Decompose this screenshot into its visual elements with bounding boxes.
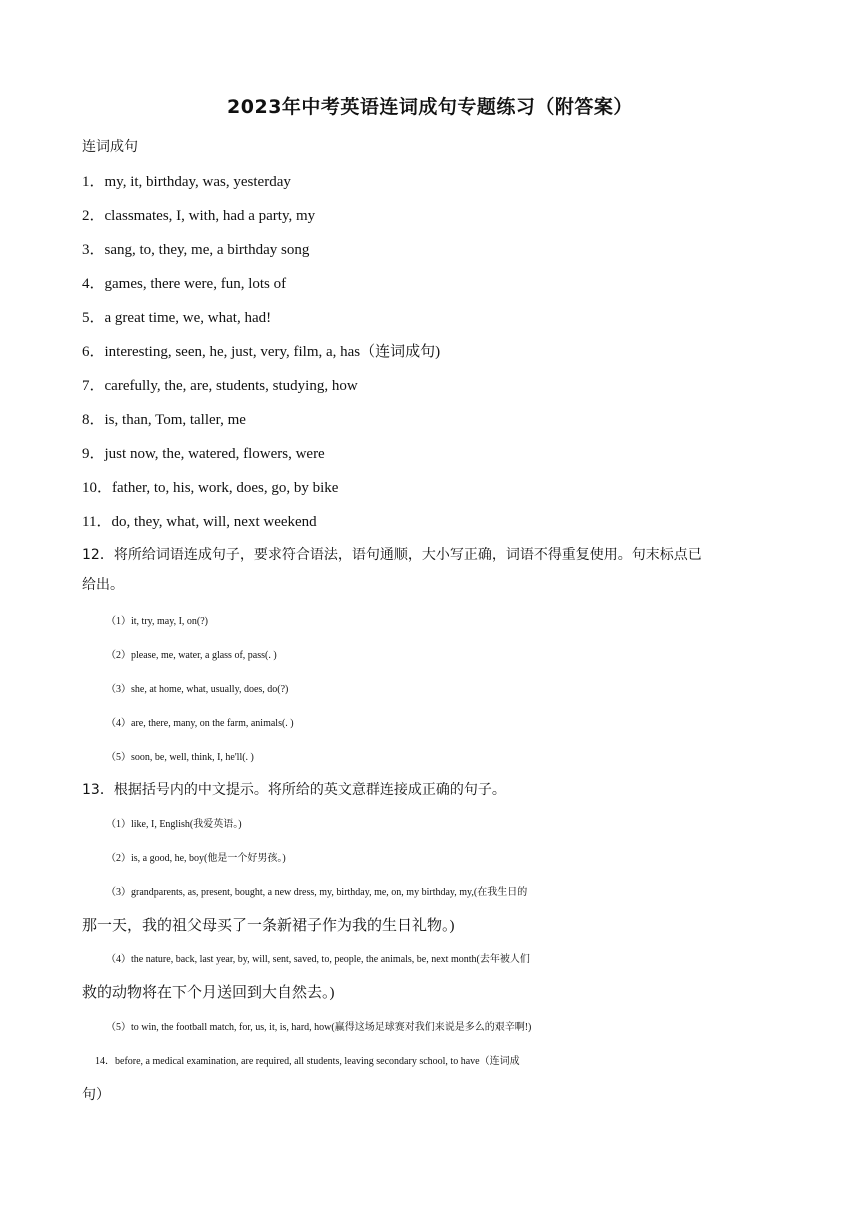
question-12-instructions: 12．将所给词语连成句子，要求符合语法，语句通顺，大小写正确，词语不得重复使用。句末标点已: [82, 547, 702, 563]
question-2: 2．classmates, I, with, had a party, my: [82, 208, 316, 224]
question-13-instructions: 13．根据括号内的中文提示。将所给的英文意群连接成正确的句子。: [82, 782, 506, 798]
section-label: 连词成句: [82, 139, 138, 155]
question-14: 14．before, a medical examination, are required, all students, leaving secondary school, to have（连词成: [95, 1056, 520, 1067]
question-7: 7．carefully, the, are, students, studying, how: [82, 378, 358, 394]
question-4: 4．games, there were, fun, lots of: [82, 276, 287, 292]
question-13-sub-4: （4）the nature, back, last year, by, will, sent, saved, to, people, the animals, be, next month(去年被人们: [106, 954, 530, 965]
question-10: 10．father, to, his, work, does, go, by bike: [82, 480, 339, 496]
question-13-sub-2: （2）is, a good, he, boy(他是一个好男孩。): [106, 853, 286, 864]
question-6: 6．interesting, seen, he, just, very, film, a, has（连词成句): [82, 344, 441, 360]
question-13-sub-5: （5）to win, the football match, for, us, it, is, hard, how(赢得这场足球赛对我们来说是多么的艰辛啊!): [106, 1022, 532, 1033]
question-14-cont: 句）: [82, 1087, 110, 1103]
question-1: 1．my, it, birthday, was, yesterday: [82, 174, 291, 190]
question-9: 9．just now, the, watered, flowers, were: [82, 446, 325, 462]
question-12-instructions-cont: 给出。: [82, 577, 124, 593]
question-13-sub-3-cont: 那一天，我的祖父母买了一条新裙子作为我的生日礼物。): [82, 918, 455, 934]
question-11: 11．do, they, what, will, next weekend: [82, 514, 317, 530]
question-13-sub-3: （3）grandparents, as, present, bought, a new dress, my, birthday, me, on, my birthday, my,(在我生日的: [106, 887, 528, 898]
question-13-sub-4-cont: 救的动物将在下个月送回到大自然去。): [82, 985, 335, 1001]
question-12-sub-4: （4）are, there, many, on the farm, animals(. ): [106, 718, 294, 729]
question-12-sub-2: （2）please, me, water, a glass of, pass(. ): [106, 650, 277, 661]
question-12-sub-3: （3）she, at home, what, usually, does, do(?): [106, 684, 289, 695]
document-title: 2023年中考英语连词成句专题练习（附答案）: [227, 96, 633, 118]
question-3: 3．sang, to, they, me, a birthday song: [82, 242, 310, 258]
question-12-sub-5: （5）soon, be, well, think, I, he'll(. ): [106, 752, 254, 763]
question-8: 8．is, than, Tom, taller, me: [82, 412, 246, 428]
question-5: 5．a great time, we, what, had!: [82, 310, 272, 326]
question-12-sub-1: （1）it, try, may, I, on(?): [106, 616, 209, 627]
question-13-sub-1: （1）like, I, English(我爱英语。): [106, 819, 242, 830]
